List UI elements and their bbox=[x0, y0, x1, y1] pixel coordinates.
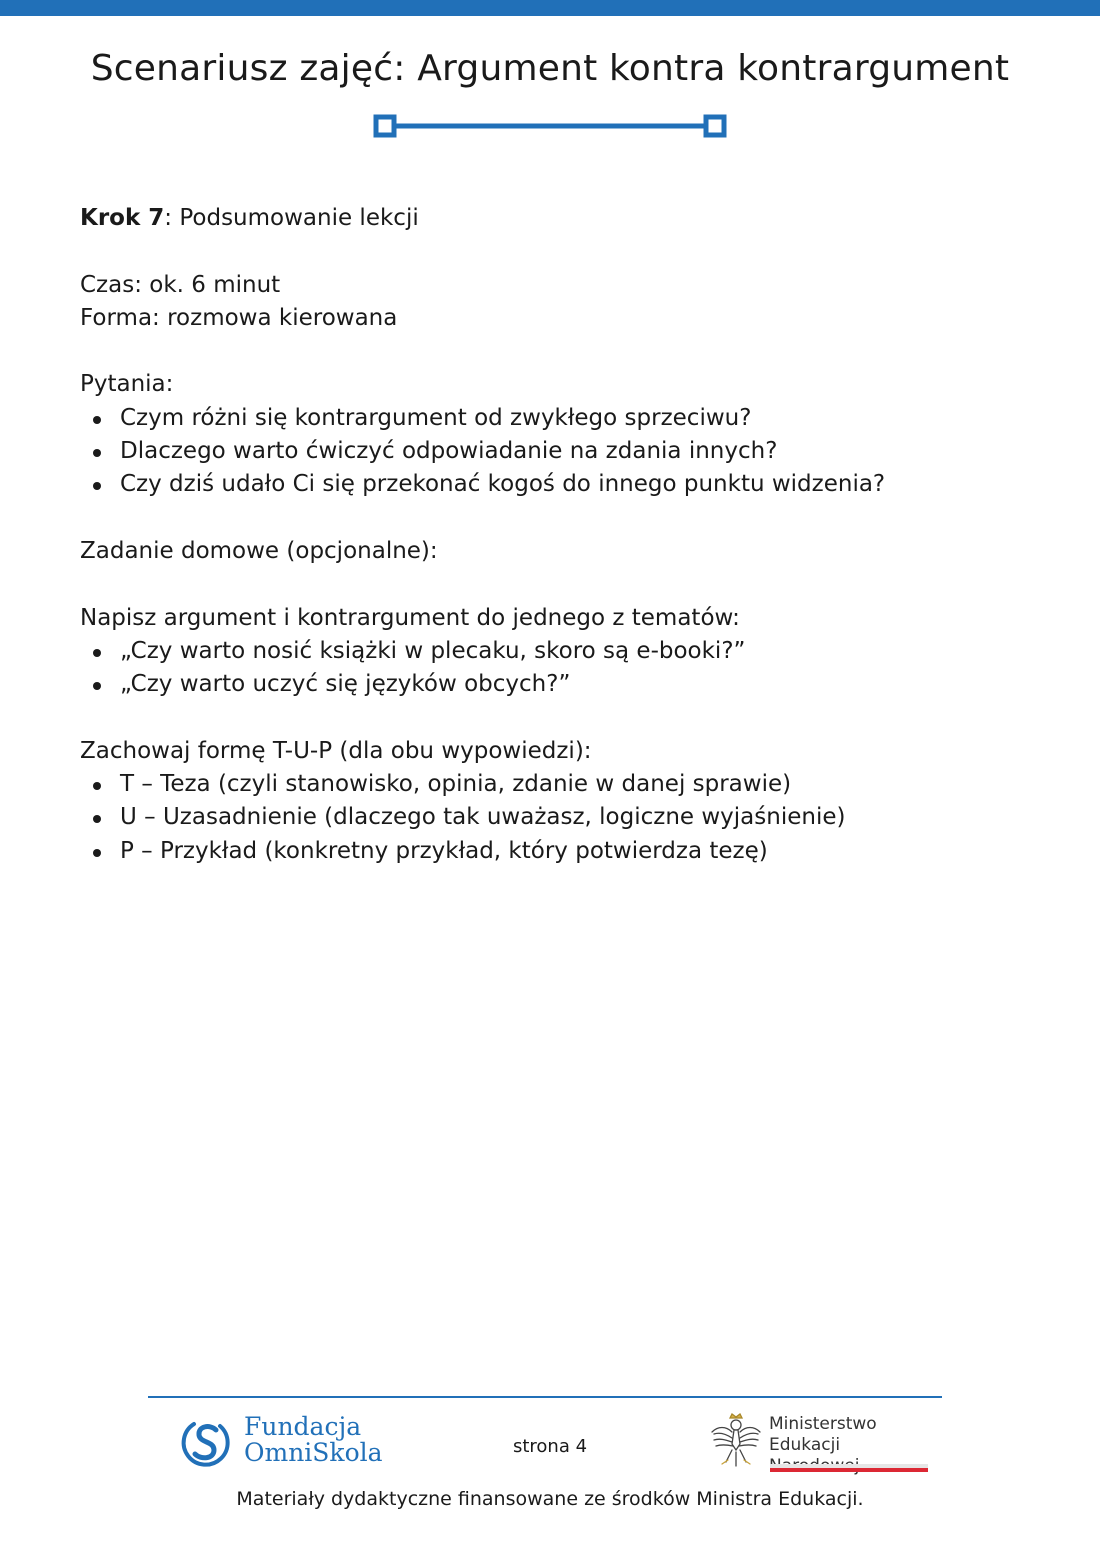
omniskola-logo-text bbox=[244, 1414, 383, 1466]
funding-note: Materiały dydaktyczne finansowane ze środków Ministra Edukacji. bbox=[236, 1488, 864, 1510]
step-title: : Podsumowanie lekcji bbox=[164, 205, 419, 231]
lesson-content bbox=[80, 202, 1040, 868]
homework-heading: Zadanie domowe (opcjonalne): bbox=[80, 537, 438, 564]
step-form: Forma: rozmowa kierowana bbox=[80, 304, 398, 331]
list-item: Czym różni się kontrargument od zwykłego sprzeciwu? bbox=[80, 402, 1040, 435]
omniskola-logo-icon bbox=[180, 1416, 232, 1468]
list-item: U – Uzasadnienie (dlaczego tak uważasz, logiczne wyjaśnienie) bbox=[80, 801, 1040, 834]
omniskola-line2: OmniSkola bbox=[244, 1438, 383, 1467]
ministry-logo bbox=[708, 1410, 934, 1474]
list-item: P – Przykład (konkretny przykład, który potwierdza tezę) bbox=[80, 835, 1040, 868]
tup-heading: Zachowaj formę T-U-P (dla obu wypowiedzi): bbox=[80, 737, 592, 764]
step-heading bbox=[80, 202, 1040, 235]
list-item: T – Teza (czyli stanowisko, opinia, zdanie w danej sprawie) bbox=[80, 768, 1040, 801]
footer-divider bbox=[148, 1396, 942, 1398]
homework-topics-list bbox=[80, 635, 1040, 702]
step-label: Krok 7 bbox=[80, 205, 165, 231]
tup-list bbox=[80, 768, 1040, 868]
top-accent-bar bbox=[0, 0, 1100, 16]
list-item: Czy dziś udało Ci się przekonać kogoś do innego punktu widzenia? bbox=[80, 468, 1040, 501]
ministry-line2: Edukacji bbox=[769, 1435, 841, 1455]
omniskola-logo bbox=[180, 1412, 383, 1470]
list-item: „Czy warto nosić książki w plecaku, skoro są e-booki?” bbox=[80, 635, 1040, 668]
page-number: strona 4 bbox=[512, 1436, 588, 1457]
title-divider-ornament bbox=[372, 113, 728, 139]
questions-heading: Pytania: bbox=[80, 371, 174, 398]
list-item: „Czy warto uczyć się języków obcych?” bbox=[80, 668, 1040, 701]
page-title: Scenariusz zajęć: Argument kontra kontrargument bbox=[90, 48, 1010, 89]
step-time: Czas: ok. 6 minut bbox=[80, 271, 281, 298]
list-item: Dlaczego warto ćwiczyć odpowiadanie na zdania innych? bbox=[80, 435, 1040, 468]
homework-instruction: Napisz argument i kontrargument do jednego z tematów: bbox=[80, 604, 740, 631]
polish-flag-stripe bbox=[770, 1464, 928, 1472]
polish-eagle-icon bbox=[708, 1412, 764, 1472]
questions-list bbox=[80, 402, 1040, 502]
ministry-line1: Ministerstwo bbox=[769, 1414, 877, 1434]
omniskola-line1: Fundacja bbox=[244, 1412, 362, 1441]
